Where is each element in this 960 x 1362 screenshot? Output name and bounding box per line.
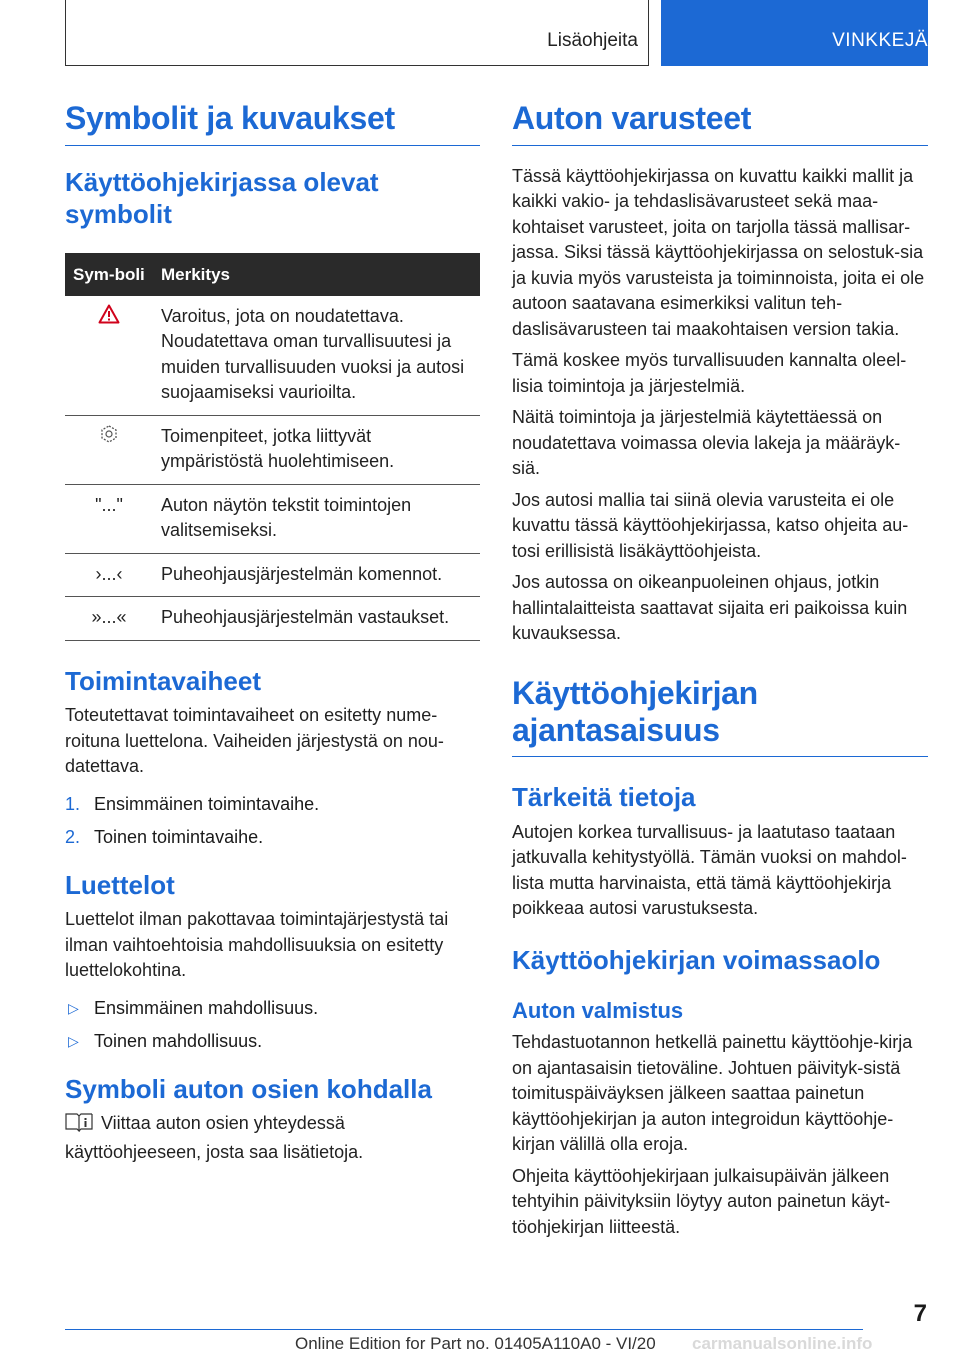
symbol-cell: [65, 296, 153, 416]
paragraph: Jos autosi mallia tai siinä olevia varusteita ei ole kuvattu tässä käyttöohjekirjassa, katso ohjeita au-tosi erillisistä lisäkäyttöohjeista.: [512, 489, 909, 561]
heading-lists: Luettelot: [65, 869, 175, 900]
page-header: [65, 0, 928, 66]
list-item: [65, 1029, 480, 1055]
steps-intro: Toteutettavat toimintavaiheet on esitetty nume-roituna luettelona. Vaiheiden järjestystä on nou-datettava.: [65, 705, 444, 777]
heading-vehicle-equipment: Auton varusteet: [512, 100, 928, 146]
watermark: carmanualsonline.info: [692, 1334, 873, 1353]
heading-manual-validity: Käyttöohjekirjan voimassaolo: [512, 944, 881, 975]
paragraph: Näitä toimintoja ja järjestelmiä käytettäessä on noudatettava voimassa olevia lakeja ja määräyk-siä.: [512, 407, 901, 479]
list-item: [65, 825, 480, 851]
table-header-meaning: Merkitys: [153, 253, 480, 296]
step-number: 1.: [65, 793, 81, 814]
bullet-list: [65, 996, 480, 1055]
meaning-cell: Puheohjausjärjestelmän vastaukset.: [153, 597, 480, 641]
left-column: [65, 100, 480, 1165]
steps-list: [65, 792, 480, 851]
bullet-text: Ensimmäinen mahdollisuus.: [94, 997, 319, 1018]
heading-manual-symbols: Käyttöohjekirjassa olevat symbolit: [65, 166, 379, 230]
important-text: Autojen korkea turvallisuus- ja laatutaso taataan jatkuvalla kehitystyöllä. Tämän vuoksi on mahdol-lista mutta harvinaista, että tämä käyttöohjekirja poikkeaa autosi varustuksesta.: [512, 821, 907, 919]
book-icon: [65, 1112, 93, 1140]
symbol-cell: ›...‹: [65, 553, 153, 597]
paragraph: Tässä käyttöohjekirjassa on kuvattu kaikki mallit ja kaikki vakio- ja tehdaslisävarusteet sekä maa-kohtaiset varusteet, joita on tarjolla tässä mallisar-jassa. Siksi tässä käyttöohjekirjassa on selostuk-sia ja kuvia myös varusteista ja toiminnoista, joita ei ole autoon saatavana esimerkiksi valitun teh-daslisävarusteen tai maakohtaisen version takia.: [512, 165, 925, 339]
header-section-title: Lisäohjeita: [547, 30, 638, 51]
step-text: Toinen toimintavaihe.: [94, 827, 264, 848]
parts-text: [65, 1111, 480, 1165]
table-row: [65, 597, 480, 641]
paragraph: Ohjeita käyttöohjekirjaan julkaisupäivän jälkeen tehtyihin päivityksiin löytyy auton painetun käyt-töohjekirjan liitteestä.: [512, 1165, 891, 1237]
warning-triangle-icon: [98, 308, 120, 328]
right-column: [512, 100, 928, 1240]
environment-icon: [99, 428, 119, 448]
paragraph: Tehdastuotannon hetkellä painettu käyttöohje-kirja on ajantasaisin tietoväline. Johtuen päivityk-sistä toimituspäiväyksen jälkeen saattaa painetun käyttöohjekirjan ja auton integroidun käyttöohje-kirjan välillä olla eroja.: [512, 1032, 913, 1155]
table-header-row: [65, 253, 480, 296]
footer-edition: Online Edition for Part no. 01405A110A0 - VI/20: [295, 1334, 656, 1353]
triangle-bullet-icon: ▷: [68, 999, 79, 1016]
table-row: [65, 415, 480, 484]
table-header-symbol: Sym-boli: [65, 253, 153, 296]
meaning-cell: Auton näytön tekstit toimintojen valitsemiseksi.: [153, 484, 480, 553]
heading-symbols-and-descriptions: Symbolit ja kuvaukset: [65, 100, 480, 146]
footer-divider: [65, 1329, 863, 1330]
lists-intro: Luettelot ilman pakottavaa toimintajärjestystä tai ilman vaihtoehtoisia mahdollisuuksia on esitetty luettelokohtina.: [65, 909, 449, 981]
step-number: 2.: [65, 827, 81, 848]
heading-vehicle-manufacture: Auton valmistus: [512, 998, 684, 1024]
table-row: [65, 296, 480, 416]
heading-steps: Toimintavaiheet: [65, 665, 262, 696]
heading-important-info: Tärkeitä tietoja: [512, 782, 696, 813]
list-item: [65, 996, 480, 1022]
symbols-table: [65, 253, 480, 641]
page-number: 7: [913, 1300, 927, 1327]
header-tab: [661, 0, 928, 66]
paragraph: Jos autossa on oikeanpuoleinen ohjaus, jotkin hallintalaitteista saattavat sijaita eri paikoissa kuin kuvauksessa.: [512, 572, 908, 644]
meaning-cell: Puheohjausjärjestelmän komennot.: [153, 553, 480, 597]
meaning-cell: Varoitus, jota on noudatettava. Noudatettava oman turvallisuutesi ja muiden turvallisuuden vuoksi ja autosi suojaamiseksi vaurioilta.: [153, 296, 480, 416]
meaning-cell: Toimenpiteet, jotka liittyvät ympäristöstä huolehtimiseen.: [153, 415, 480, 484]
heading-manual-up-to-date: Käyttöohjekirjan ajantasaisuus: [512, 675, 928, 758]
step-text: Ensimmäinen toimintavaihe.: [94, 793, 320, 814]
heading-parts-symbol: Symboli auton osien kohdalla: [65, 1073, 432, 1104]
table-row: [65, 553, 480, 597]
bullet-text: Toinen mahdollisuus.: [94, 1031, 263, 1052]
list-item: [65, 792, 480, 818]
symbol-cell: [65, 415, 153, 484]
header-tab-label: VINKKEJÄ: [832, 30, 928, 51]
paragraph: Tämä koskee myös turvallisuuden kannalta oleel-lisia toimintoja ja järjestelmiä.: [512, 350, 907, 396]
triangle-bullet-icon: ▷: [68, 1033, 79, 1050]
symbol-cell: "...": [65, 484, 153, 553]
symbol-cell: »...«: [65, 597, 153, 641]
table-row: [65, 484, 480, 553]
parts-text-content: Viittaa auton osien yhteydessä käyttöohjeeseen, josta saa lisätietoja.: [65, 1113, 364, 1162]
header-box: [65, 0, 649, 66]
